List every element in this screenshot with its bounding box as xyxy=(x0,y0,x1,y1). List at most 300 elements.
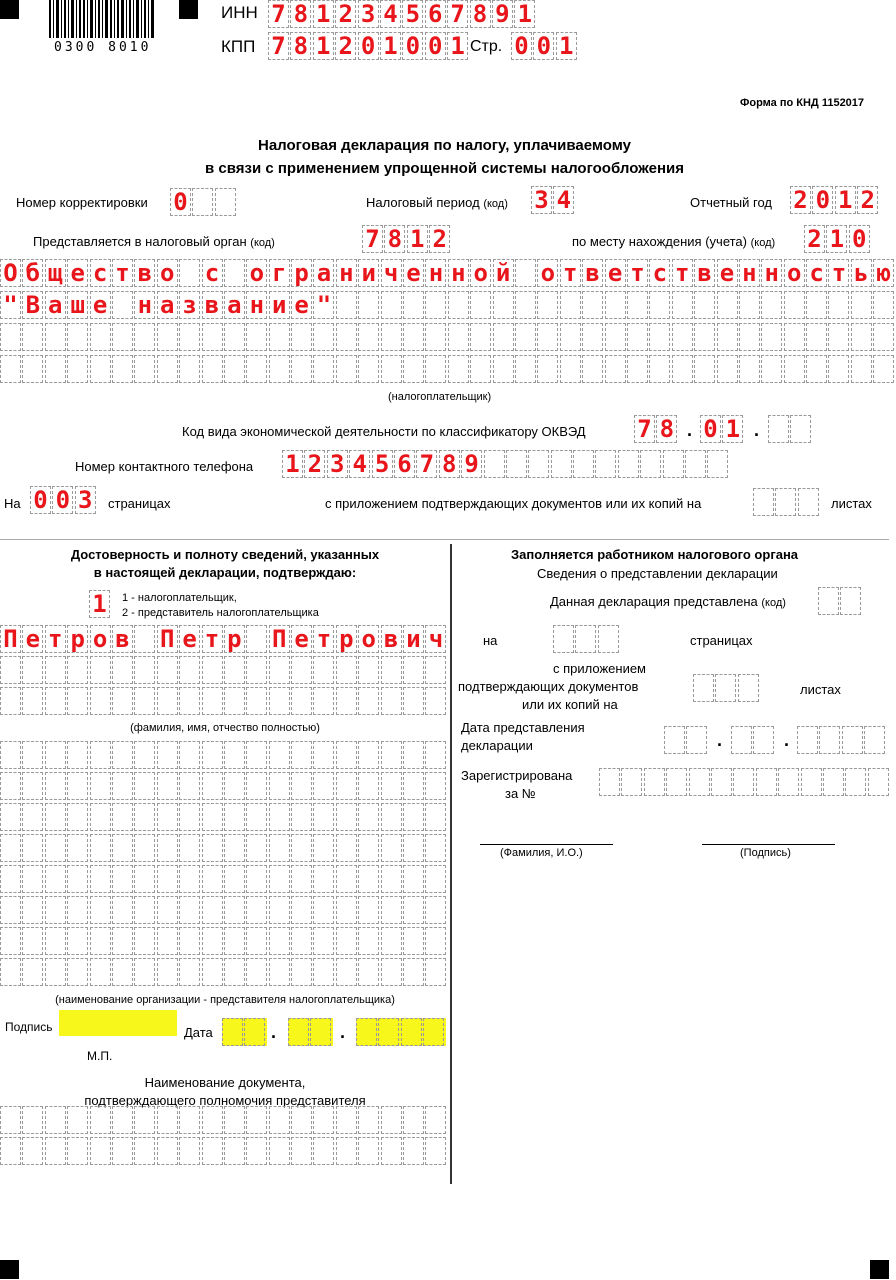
char-cell[interactable] xyxy=(666,768,687,796)
char-cell[interactable] xyxy=(269,927,290,955)
char-cell[interactable] xyxy=(425,291,446,319)
char-cell[interactable] xyxy=(313,687,334,715)
char-cell[interactable] xyxy=(112,927,133,955)
char-cell[interactable] xyxy=(179,323,200,351)
char-cell[interactable] xyxy=(179,927,200,955)
char-cell[interactable] xyxy=(381,803,402,831)
char-cell[interactable]: б xyxy=(22,259,43,287)
org-name-row-2[interactable] xyxy=(0,291,896,321)
char-cell[interactable] xyxy=(179,656,200,684)
char-cell[interactable]: 0 xyxy=(425,32,446,60)
char-cell[interactable] xyxy=(246,803,267,831)
char-cell[interactable] xyxy=(425,896,446,924)
char-cell[interactable] xyxy=(134,355,155,383)
char-cell[interactable] xyxy=(336,687,357,715)
char-cell[interactable]: в xyxy=(582,259,603,287)
char-cell[interactable] xyxy=(202,741,223,769)
char-cell[interactable] xyxy=(605,323,626,351)
char-cell[interactable] xyxy=(179,1137,200,1165)
rep-row-6[interactable] xyxy=(0,896,448,926)
char-cell[interactable] xyxy=(358,291,379,319)
char-cell[interactable] xyxy=(202,927,223,955)
char-cell[interactable] xyxy=(336,1137,357,1165)
char-cell[interactable] xyxy=(157,958,178,986)
char-cell[interactable] xyxy=(627,323,648,351)
char-cell[interactable]: е xyxy=(22,625,43,653)
char-cell[interactable] xyxy=(627,355,648,383)
char-cell[interactable] xyxy=(358,323,379,351)
char-cell[interactable] xyxy=(22,803,43,831)
char-cell[interactable] xyxy=(358,355,379,383)
char-cell[interactable] xyxy=(22,958,43,986)
char-cell[interactable] xyxy=(378,1018,399,1046)
char-cell[interactable] xyxy=(269,355,290,383)
char-cell[interactable] xyxy=(22,687,43,715)
char-cell[interactable] xyxy=(313,896,334,924)
char-cell[interactable] xyxy=(134,803,155,831)
char-cell[interactable] xyxy=(291,834,312,862)
char-cell[interactable] xyxy=(575,625,596,653)
char-cell[interactable] xyxy=(358,958,379,986)
char-cell[interactable]: о xyxy=(157,259,178,287)
char-cell[interactable] xyxy=(246,355,267,383)
char-cell[interactable] xyxy=(873,355,894,383)
char-cell[interactable] xyxy=(157,772,178,800)
char-cell[interactable] xyxy=(192,188,213,216)
char-cell[interactable] xyxy=(733,768,754,796)
char-cell[interactable] xyxy=(672,291,693,319)
char-cell[interactable] xyxy=(45,323,66,351)
char-cell[interactable] xyxy=(157,687,178,715)
char-cell[interactable]: т xyxy=(627,259,648,287)
char-cell[interactable] xyxy=(649,323,670,351)
char-cell[interactable] xyxy=(403,927,424,955)
char-cell[interactable]: 3 xyxy=(531,186,552,214)
char-cell[interactable] xyxy=(711,768,732,796)
attach-sheets-cells[interactable] xyxy=(753,488,820,518)
char-cell[interactable] xyxy=(134,687,155,715)
char-cell[interactable] xyxy=(694,323,715,351)
char-cell[interactable] xyxy=(291,741,312,769)
char-cell[interactable] xyxy=(336,323,357,351)
signature-field[interactable] xyxy=(59,1010,177,1036)
char-cell[interactable] xyxy=(269,896,290,924)
char-cell[interactable] xyxy=(179,958,200,986)
char-cell[interactable]: н xyxy=(246,291,267,319)
char-cell[interactable] xyxy=(551,450,572,478)
kpp-cells[interactable] xyxy=(268,32,470,62)
staff-sheets-cells[interactable] xyxy=(693,674,760,704)
char-cell[interactable] xyxy=(112,1137,133,1165)
char-cell[interactable] xyxy=(45,1106,66,1134)
rep-row-1[interactable] xyxy=(0,741,448,771)
char-cell[interactable]: в xyxy=(134,259,155,287)
char-cell[interactable] xyxy=(493,323,514,351)
char-cell[interactable] xyxy=(134,834,155,862)
char-cell[interactable]: В xyxy=(22,291,43,319)
char-cell[interactable]: П xyxy=(0,625,21,653)
char-cell[interactable] xyxy=(784,355,805,383)
char-cell[interactable] xyxy=(753,488,774,516)
char-cell[interactable] xyxy=(291,803,312,831)
char-cell[interactable]: с xyxy=(806,259,827,287)
correction-cells[interactable] xyxy=(170,188,237,218)
char-cell[interactable] xyxy=(381,834,402,862)
char-cell[interactable] xyxy=(403,772,424,800)
char-cell[interactable] xyxy=(381,291,402,319)
char-cell[interactable] xyxy=(246,865,267,893)
char-cell[interactable] xyxy=(598,625,619,653)
char-cell[interactable]: н xyxy=(134,291,155,319)
registered-cells[interactable] xyxy=(599,768,890,798)
char-cell[interactable] xyxy=(134,625,155,653)
char-cell[interactable] xyxy=(425,323,446,351)
char-cell[interactable] xyxy=(707,450,728,478)
char-cell[interactable]: н xyxy=(739,259,760,287)
char-cell[interactable] xyxy=(22,741,43,769)
char-cell[interactable]: т xyxy=(313,625,334,653)
char-cell[interactable] xyxy=(425,656,446,684)
char-cell[interactable] xyxy=(801,768,822,796)
org-name-row-3[interactable] xyxy=(0,323,896,353)
char-cell[interactable] xyxy=(618,450,639,478)
char-cell[interactable] xyxy=(649,291,670,319)
char-cell[interactable] xyxy=(112,687,133,715)
char-cell[interactable] xyxy=(649,355,670,383)
char-cell[interactable]: е xyxy=(291,291,312,319)
char-cell[interactable] xyxy=(67,772,88,800)
char-cell[interactable] xyxy=(112,291,133,319)
char-cell[interactable] xyxy=(288,1018,309,1046)
char-cell[interactable] xyxy=(806,355,827,383)
char-cell[interactable]: 0 xyxy=(700,415,721,443)
char-cell[interactable] xyxy=(112,355,133,383)
char-cell[interactable] xyxy=(224,772,245,800)
char-cell[interactable] xyxy=(269,1137,290,1165)
char-cell[interactable]: 0 xyxy=(30,486,51,514)
char-cell[interactable] xyxy=(291,772,312,800)
char-cell[interactable] xyxy=(358,803,379,831)
char-cell[interactable] xyxy=(67,687,88,715)
char-cell[interactable] xyxy=(425,741,446,769)
char-cell[interactable] xyxy=(381,687,402,715)
char-cell[interactable] xyxy=(224,896,245,924)
char-cell[interactable] xyxy=(134,865,155,893)
page-cells[interactable] xyxy=(511,32,578,62)
char-cell[interactable] xyxy=(493,291,514,319)
char-cell[interactable] xyxy=(269,1106,290,1134)
char-cell[interactable] xyxy=(0,355,21,383)
char-cell[interactable] xyxy=(269,834,290,862)
char-cell[interactable] xyxy=(845,768,866,796)
char-cell[interactable] xyxy=(731,726,752,754)
char-cell[interactable] xyxy=(90,687,111,715)
char-cell[interactable] xyxy=(484,450,505,478)
char-cell[interactable] xyxy=(215,188,236,216)
char-cell[interactable] xyxy=(291,865,312,893)
char-cell[interactable] xyxy=(798,488,819,516)
char-cell[interactable] xyxy=(246,927,267,955)
char-cell[interactable] xyxy=(22,927,43,955)
char-cell[interactable] xyxy=(0,772,21,800)
signer-name-row-2[interactable] xyxy=(0,656,448,686)
char-cell[interactable] xyxy=(112,865,133,893)
submit-date-month[interactable] xyxy=(731,726,776,756)
char-cell[interactable] xyxy=(806,291,827,319)
char-cell[interactable] xyxy=(313,958,334,986)
char-cell[interactable] xyxy=(291,1137,312,1165)
char-cell[interactable]: 1 xyxy=(313,32,334,60)
char-cell[interactable] xyxy=(425,687,446,715)
char-cell[interactable] xyxy=(157,1137,178,1165)
char-cell[interactable]: 7 xyxy=(362,225,383,253)
char-cell[interactable]: 8 xyxy=(439,450,460,478)
char-cell[interactable] xyxy=(425,772,446,800)
char-cell[interactable] xyxy=(134,896,155,924)
char-cell[interactable]: о xyxy=(90,625,111,653)
char-cell[interactable]: 1 xyxy=(313,0,334,28)
okved-cells-b[interactable] xyxy=(700,415,745,445)
char-cell[interactable] xyxy=(224,834,245,862)
char-cell[interactable] xyxy=(22,656,43,684)
char-cell[interactable] xyxy=(672,355,693,383)
char-cell[interactable]: 2 xyxy=(790,186,811,214)
char-cell[interactable] xyxy=(403,803,424,831)
char-cell[interactable] xyxy=(851,355,872,383)
char-cell[interactable]: о xyxy=(470,259,491,287)
char-cell[interactable] xyxy=(313,865,334,893)
char-cell[interactable]: 0 xyxy=(849,225,870,253)
char-cell[interactable] xyxy=(22,323,43,351)
char-cell[interactable]: з xyxy=(179,291,200,319)
char-cell[interactable] xyxy=(224,741,245,769)
char-cell[interactable] xyxy=(224,803,245,831)
char-cell[interactable] xyxy=(179,803,200,831)
char-cell[interactable]: о xyxy=(358,625,379,653)
char-cell[interactable] xyxy=(313,772,334,800)
signer-code-cell[interactable] xyxy=(89,590,111,620)
rep-row-4[interactable] xyxy=(0,834,448,864)
char-cell[interactable] xyxy=(313,1137,334,1165)
char-cell[interactable]: а xyxy=(224,291,245,319)
char-cell[interactable] xyxy=(560,323,581,351)
char-cell[interactable]: 6 xyxy=(394,450,415,478)
char-cell[interactable] xyxy=(381,958,402,986)
char-cell[interactable] xyxy=(202,803,223,831)
char-cell[interactable]: ш xyxy=(67,291,88,319)
char-cell[interactable] xyxy=(403,323,424,351)
char-cell[interactable] xyxy=(246,625,267,653)
char-cell[interactable]: е xyxy=(90,291,111,319)
char-cell[interactable] xyxy=(605,291,626,319)
char-cell[interactable] xyxy=(717,291,738,319)
char-cell[interactable] xyxy=(112,656,133,684)
char-cell[interactable] xyxy=(873,323,894,351)
char-cell[interactable]: 0 xyxy=(511,32,532,60)
char-cell[interactable] xyxy=(313,355,334,383)
char-cell[interactable] xyxy=(224,687,245,715)
char-cell[interactable] xyxy=(694,291,715,319)
char-cell[interactable] xyxy=(90,834,111,862)
char-cell[interactable]: р xyxy=(224,625,245,653)
char-cell[interactable]: и xyxy=(358,259,379,287)
char-cell[interactable] xyxy=(381,1137,402,1165)
char-cell[interactable] xyxy=(761,323,782,351)
char-cell[interactable]: 2 xyxy=(335,0,356,28)
char-cell[interactable] xyxy=(694,355,715,383)
char-cell[interactable] xyxy=(269,865,290,893)
char-cell[interactable] xyxy=(528,450,549,478)
char-cell[interactable] xyxy=(775,488,796,516)
char-cell[interactable] xyxy=(425,865,446,893)
char-cell[interactable]: 7 xyxy=(634,415,655,443)
char-cell[interactable] xyxy=(202,865,223,893)
char-cell[interactable] xyxy=(45,741,66,769)
char-cell[interactable]: н xyxy=(761,259,782,287)
char-cell[interactable] xyxy=(448,355,469,383)
char-cell[interactable]: т xyxy=(828,259,849,287)
char-cell[interactable]: н xyxy=(425,259,446,287)
submit-date-year[interactable] xyxy=(797,726,887,756)
char-cell[interactable] xyxy=(224,865,245,893)
char-cell[interactable] xyxy=(134,323,155,351)
char-cell[interactable] xyxy=(90,355,111,383)
char-cell[interactable]: 8 xyxy=(290,32,311,60)
char-cell[interactable] xyxy=(336,896,357,924)
char-cell[interactable] xyxy=(403,656,424,684)
char-cell[interactable] xyxy=(157,834,178,862)
char-cell[interactable] xyxy=(717,355,738,383)
rep-row-8[interactable] xyxy=(0,958,448,988)
char-cell[interactable]: 0 xyxy=(402,32,423,60)
char-cell[interactable]: в xyxy=(202,291,223,319)
char-cell[interactable] xyxy=(537,355,558,383)
char-cell[interactable]: 7 xyxy=(268,0,289,28)
char-cell[interactable] xyxy=(0,896,21,924)
char-cell[interactable] xyxy=(112,834,133,862)
char-cell[interactable] xyxy=(22,834,43,862)
char-cell[interactable] xyxy=(157,355,178,383)
char-cell[interactable] xyxy=(67,958,88,986)
char-cell[interactable] xyxy=(67,355,88,383)
char-cell[interactable] xyxy=(67,1137,88,1165)
char-cell[interactable]: о xyxy=(246,259,267,287)
char-cell[interactable]: е xyxy=(717,259,738,287)
char-cell[interactable] xyxy=(403,834,424,862)
char-cell[interactable] xyxy=(818,587,839,615)
char-cell[interactable] xyxy=(403,1137,424,1165)
char-cell[interactable]: 1 xyxy=(514,0,535,28)
char-cell[interactable] xyxy=(67,896,88,924)
char-cell[interactable]: а xyxy=(45,291,66,319)
char-cell[interactable] xyxy=(202,656,223,684)
rep-row-5[interactable] xyxy=(0,865,448,895)
char-cell[interactable] xyxy=(738,674,759,702)
char-cell[interactable]: 0 xyxy=(812,186,833,214)
char-cell[interactable] xyxy=(157,865,178,893)
char-cell[interactable] xyxy=(381,865,402,893)
char-cell[interactable] xyxy=(0,834,21,862)
char-cell[interactable] xyxy=(134,741,155,769)
char-cell[interactable]: 1 xyxy=(282,450,303,478)
char-cell[interactable] xyxy=(778,768,799,796)
char-cell[interactable]: О xyxy=(0,259,21,287)
char-cell[interactable] xyxy=(291,1106,312,1134)
doc-row-1[interactable] xyxy=(0,1106,448,1136)
char-cell[interactable] xyxy=(179,259,200,287)
char-cell[interactable] xyxy=(269,687,290,715)
char-cell[interactable] xyxy=(45,772,66,800)
char-cell[interactable] xyxy=(22,865,43,893)
char-cell[interactable]: и xyxy=(403,625,424,653)
char-cell[interactable]: т xyxy=(672,259,693,287)
char-cell[interactable]: т xyxy=(202,625,223,653)
char-cell[interactable] xyxy=(0,1106,21,1134)
location-cells[interactable] xyxy=(804,225,871,255)
char-cell[interactable] xyxy=(45,687,66,715)
char-cell[interactable] xyxy=(582,291,603,319)
char-cell[interactable] xyxy=(202,896,223,924)
char-cell[interactable] xyxy=(90,772,111,800)
char-cell[interactable] xyxy=(90,958,111,986)
char-cell[interactable]: е xyxy=(179,625,200,653)
char-cell[interactable] xyxy=(157,803,178,831)
char-cell[interactable] xyxy=(67,741,88,769)
char-cell[interactable] xyxy=(112,958,133,986)
char-cell[interactable] xyxy=(45,834,66,862)
char-cell[interactable] xyxy=(179,1106,200,1134)
char-cell[interactable] xyxy=(0,958,21,986)
char-cell[interactable] xyxy=(179,741,200,769)
char-cell[interactable]: 9 xyxy=(461,450,482,478)
char-cell[interactable] xyxy=(403,741,424,769)
okved-cells-c[interactable] xyxy=(768,415,813,445)
char-cell[interactable] xyxy=(790,415,811,443)
char-cell[interactable] xyxy=(595,450,616,478)
char-cell[interactable] xyxy=(45,1137,66,1165)
char-cell[interactable] xyxy=(134,656,155,684)
char-cell[interactable] xyxy=(179,687,200,715)
char-cell[interactable] xyxy=(291,896,312,924)
char-cell[interactable] xyxy=(693,674,714,702)
char-cell[interactable] xyxy=(537,323,558,351)
char-cell[interactable] xyxy=(868,768,889,796)
char-cell[interactable] xyxy=(291,355,312,383)
char-cell[interactable] xyxy=(45,958,66,986)
char-cell[interactable]: 8 xyxy=(656,415,677,443)
char-cell[interactable] xyxy=(423,1018,444,1046)
char-cell[interactable] xyxy=(90,1106,111,1134)
char-cell[interactable] xyxy=(45,865,66,893)
char-cell[interactable] xyxy=(605,355,626,383)
char-cell[interactable] xyxy=(403,687,424,715)
char-cell[interactable] xyxy=(381,741,402,769)
char-cell[interactable] xyxy=(336,772,357,800)
char-cell[interactable] xyxy=(336,741,357,769)
char-cell[interactable] xyxy=(45,927,66,955)
char-cell[interactable] xyxy=(797,726,818,754)
char-cell[interactable]: щ xyxy=(45,259,66,287)
char-cell[interactable] xyxy=(381,656,402,684)
sign-date-year[interactable] xyxy=(356,1018,446,1046)
char-cell[interactable] xyxy=(537,291,558,319)
char-cell[interactable] xyxy=(269,656,290,684)
char-cell[interactable]: е xyxy=(605,259,626,287)
char-cell[interactable] xyxy=(67,834,88,862)
char-cell[interactable]: 1 xyxy=(89,590,110,618)
char-cell[interactable] xyxy=(381,772,402,800)
char-cell[interactable]: р xyxy=(336,625,357,653)
